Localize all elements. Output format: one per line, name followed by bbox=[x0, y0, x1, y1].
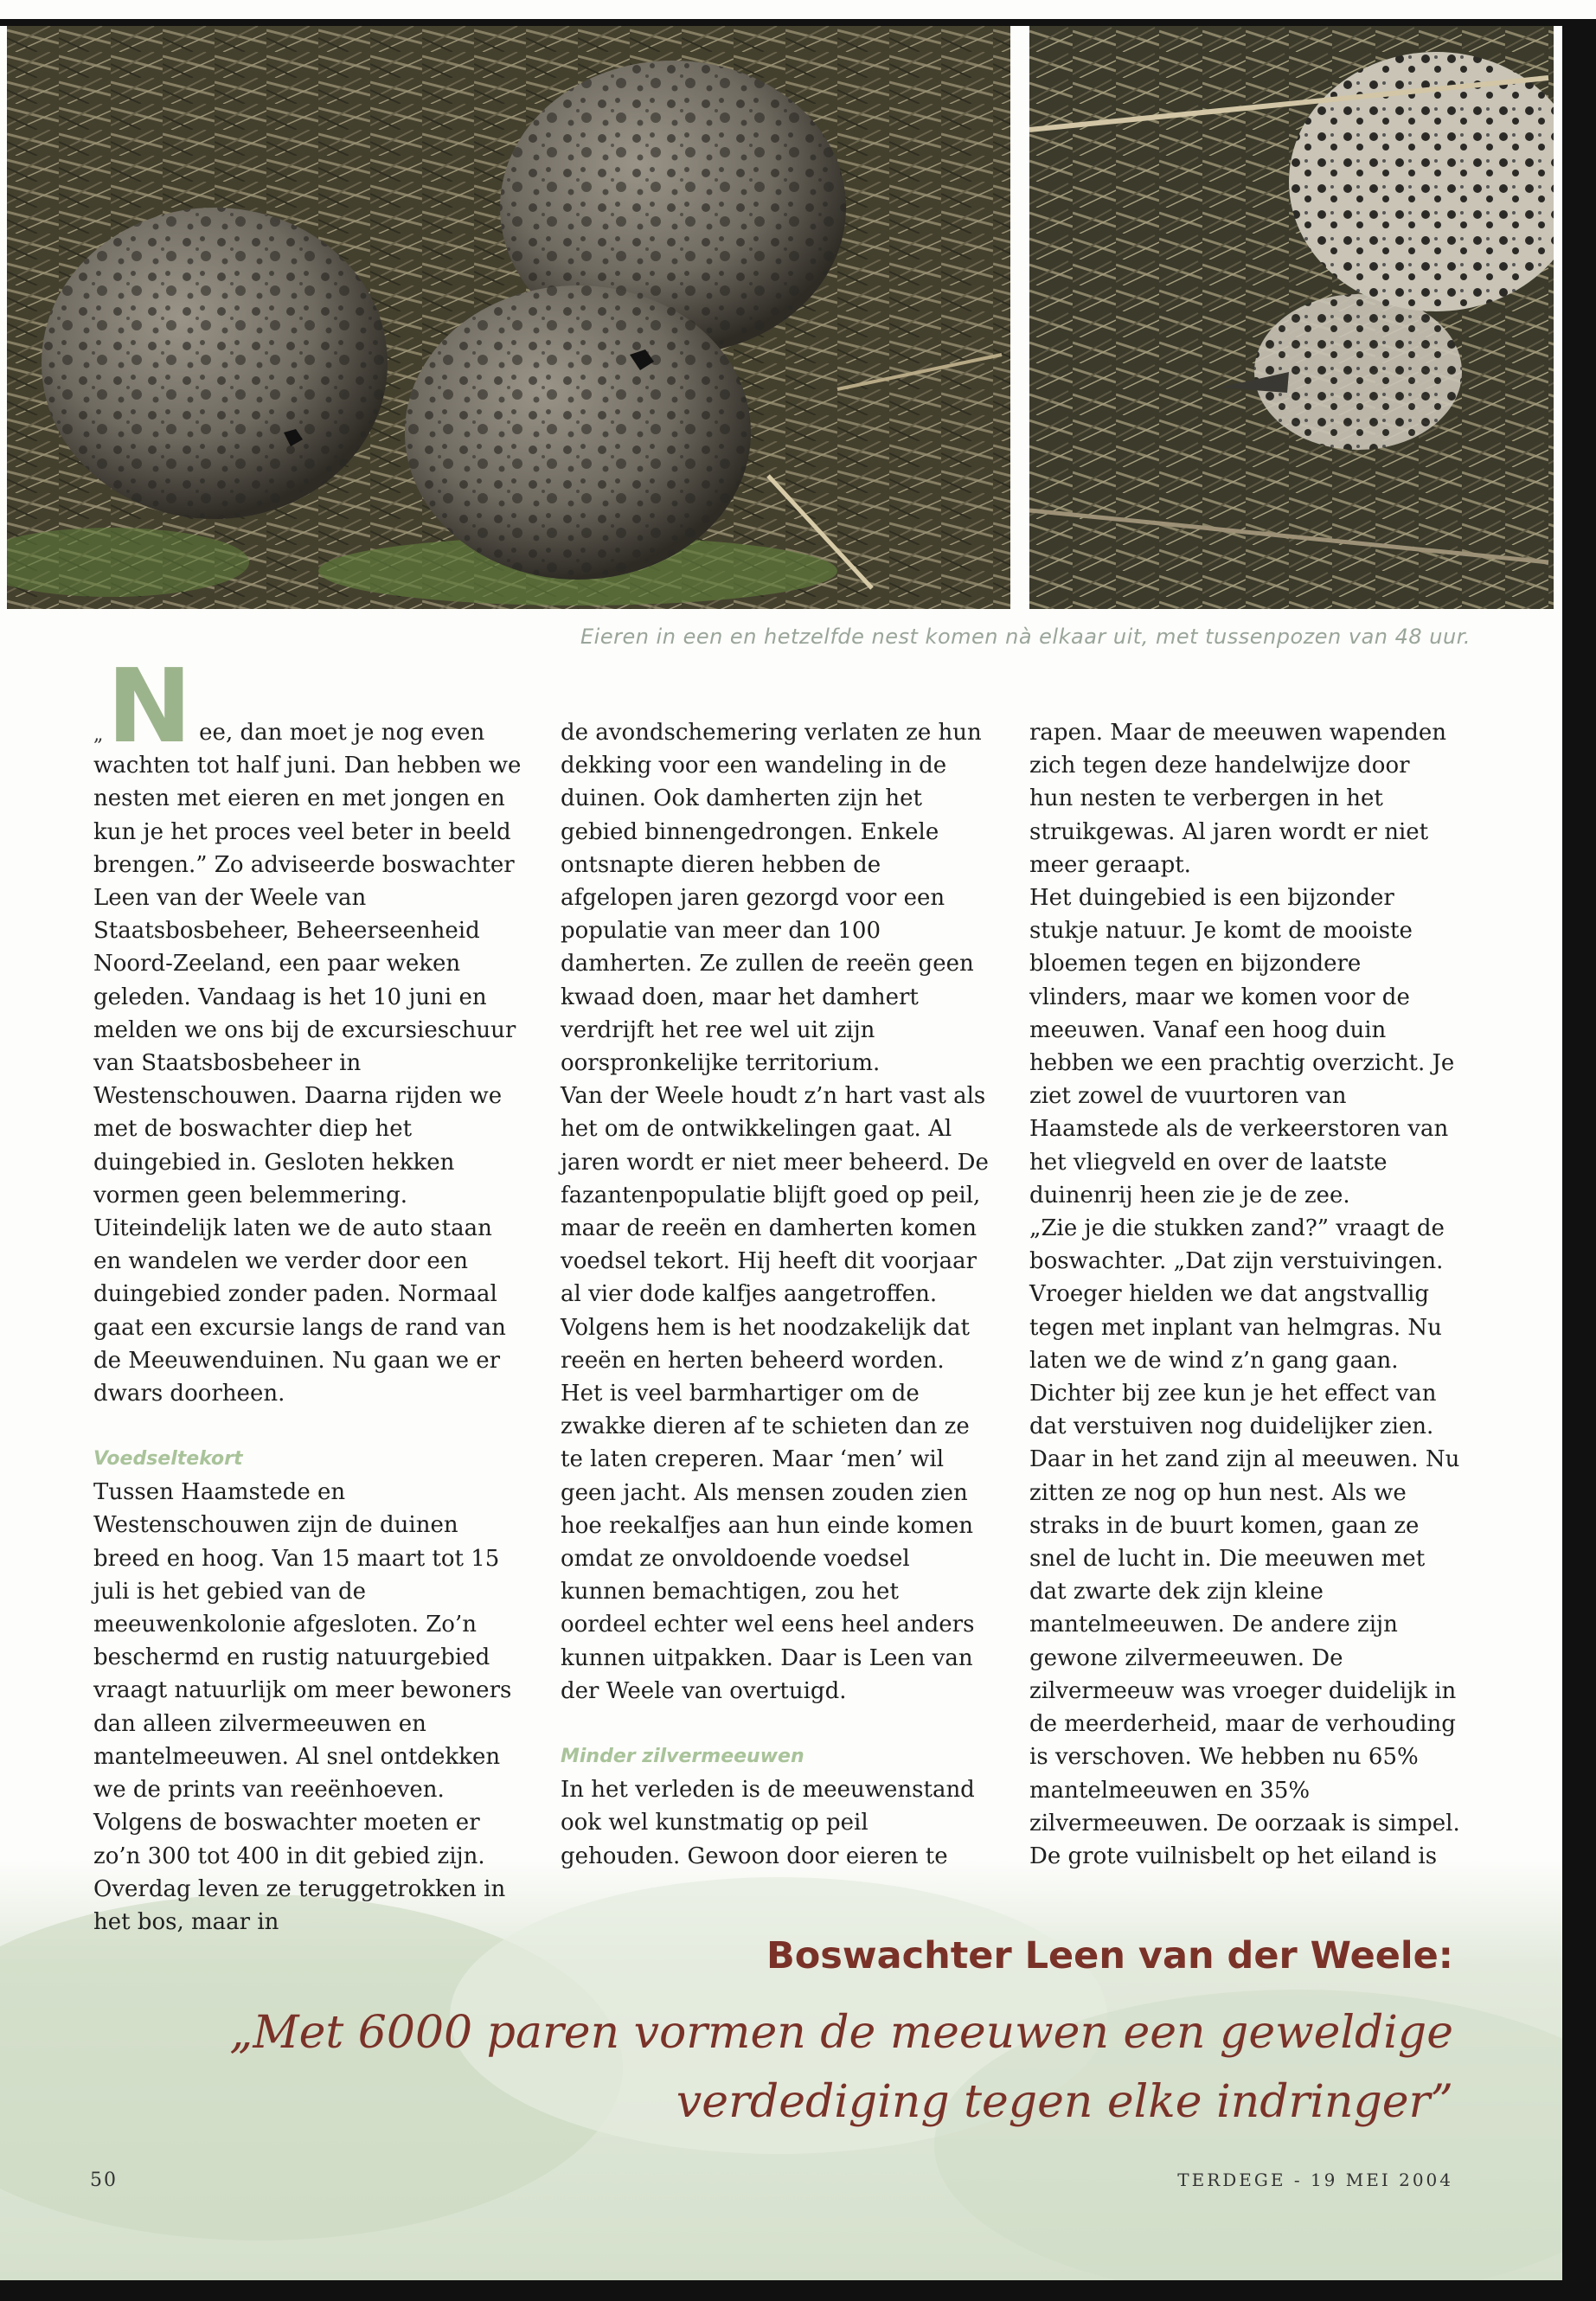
col3-paragraph-3: „Zie je die stukken zand?” vraagt de boswachter. „Dat zijn verstuivingen. Vroeger hielden we dat angstvallig tegen met inplant van helmgras. Nu laten we de wind z’n gang gaan. Dichter bij zee kun je het effect van dat verstuiven nog duidelijker zien. bbox=[1029, 1215, 1445, 1440]
intro-paragraph bbox=[93, 646, 524, 1410]
col3-paragraph-4: Daar in het zand zijn al meeuwen. Nu zitten ze nog op hun nest. Als we straks in de buurt komen, gaan ze snel de lucht in. Die meeuwen met dat zwarte dek zijn kleine mantelmeeuwen. De andere zijn gewone zilvermeeuwen. De zilvermeeuw was vroeger duidelijk in de meerderheid, maar de verhouding is verschoven. We hebben nu 65% mantelmeeuwen en 35% zilvermeeuwen. De oorzaak is simpel. De grote vuilnisbelt op het eiland is bbox=[1029, 1446, 1460, 1869]
subhead-minder-zilvermeeuwen: Minder zilvermeeuwen bbox=[561, 1746, 804, 1768]
top-border bbox=[0, 19, 1596, 26]
gull-eggs-photo bbox=[7, 26, 1010, 609]
article-column-2 bbox=[561, 716, 991, 1873]
pull-quote bbox=[156, 1931, 1453, 2137]
dropcap-letter: N bbox=[106, 646, 193, 766]
photo-caption: Eieren in een en hetzelfde nest komen nà elkaar uit, met tussenpozen van 48 uur. bbox=[580, 625, 1471, 649]
pull-quote-author: Boswachter Leen van der Weele: bbox=[766, 1934, 1453, 1977]
bottom-border bbox=[0, 2280, 1596, 2301]
article-column-1 bbox=[93, 646, 524, 1939]
col3-paragraph-2: Het duingebied is een bijzonder stukje natuur. Je komt de mooiste bloemen tegen en bijzondere vlinders, maar we komen voor de meeuwen. Vanaf een hoog duin hebben we een prachtig overzicht. Je ziet zowel de vuurtoren van Haamstede als de verkeerstoren van het vliegveld en over de laatste duinenrij heen zie je de zee. bbox=[1029, 885, 1455, 1208]
pull-quote-text: „Met 6000 paren vormen de meeuwen een geweldige verdediging tegen elke indringer” bbox=[229, 2007, 1453, 2128]
article-column-3 bbox=[1029, 716, 1460, 1873]
dropcap-quote: „ bbox=[93, 724, 104, 746]
col2-paragraph-2: Van der Weele houdt z’n hart vast als het om de ontwikkelingen gaat. Al jaren wordt er niet meer beheerd. De fazantenpopulatie blijft goed op peil, maar de reeën en damherten komen voedsel tekort. Hij heeft dit voorjaar al vier dode kalfjes aangetroffen. Volgens hem is het noodzakelijk dat reeën en herten beheerd worden. Het is veel barmhartiger om de zwakke dieren af te schieten dan ze te laten creperen. Maar ‘men’ wil geen jacht. Als mensen zouden zien hoe reekalfjes aan hun einde komen omdat ze onvoldoende voedsel kunnen bemachtigen, zou het oordeel echter wel eens heel anders kunnen uitpakken. Daar is Leen van der Weele van overtuigd. bbox=[561, 1083, 989, 1704]
magazine-issue: TERDEGE - 19 MEI 2004 bbox=[1177, 2170, 1453, 2190]
gull-chicks-photo bbox=[1029, 26, 1554, 609]
col1-paragraph-1: ee, dan moet je nog even wachten tot half juni. Dan hebben we nesten met eieren en met jongen en kun je het proces veel beter in beeld brengen.” Zo adviseerde boswachter Leen van der Weele van Staatsbosbeheer, Beheerseenheid Noord-Zeeland, een paar weken geleden. Vandaag is het 10 juni en melden we ons bij de excursieschuur van Staatsbosbeheer in Westenschouwen. Daarna rijden we met de boswachter diep het duingebied in. Gesloten hekken vormen geen belemmering. Uiteindelijk laten we de auto staan en wandelen we verder door een duingebied zonder paden. Normaal gaat een excursie langs de rand van de Meeuwenduinen. Nu gaan we er dwars doorheen. bbox=[93, 720, 522, 1407]
col2-paragraph-1: de avondschemering verlaten ze hun dekking voor een wandeling in de duinen. Ook damherten zijn het gebied binnengedrongen. Enkele ontsnapte dieren hebben de afgelopen jaren gezorgd voor een populatie van meer dan 100 damherten. Ze zullen de reeën geen kwaad doen, maar het damhert verdrijft het ree wel uit zijn oorspronkelijke territorium. bbox=[561, 720, 982, 1077]
col3-paragraph-1: rapen. Maar de meeuwen wapenden zich tegen deze handelwijze door hun nesten te verbergen in het struikgewas. Al jaren wordt er niet meer geraapt. bbox=[1029, 720, 1446, 878]
col2-paragraph-3: In het verleden is de meeuwenstand ook wel kunstmatig op peil gehouden. Gewoon door eieren te bbox=[561, 1777, 975, 1869]
page-number: 50 bbox=[90, 2170, 118, 2191]
col1-paragraph-2: Tussen Haamstede en Westenschouwen zijn de duinen breed en hoog. Van 15 maart tot 15 juli is het gebied van de meeuwenkolonie afgesloten. Zo’n beschermd en rustig natuurgebied vraagt natuurlijk om meer bewoners dan alleen zilvermeeuwen en mantelmeeuwen. Al snel ontdekken we de prints van reeënhoeven. Volgens de boswachter moeten er zo’n 300 tot 400 in dit gebied zijn. Overdag leven ze teruggetrokken in het bos, maar in bbox=[93, 1479, 512, 1935]
right-border bbox=[1562, 19, 1596, 2301]
subhead-voedseltekort: Voedseltekort bbox=[93, 1448, 243, 1471]
